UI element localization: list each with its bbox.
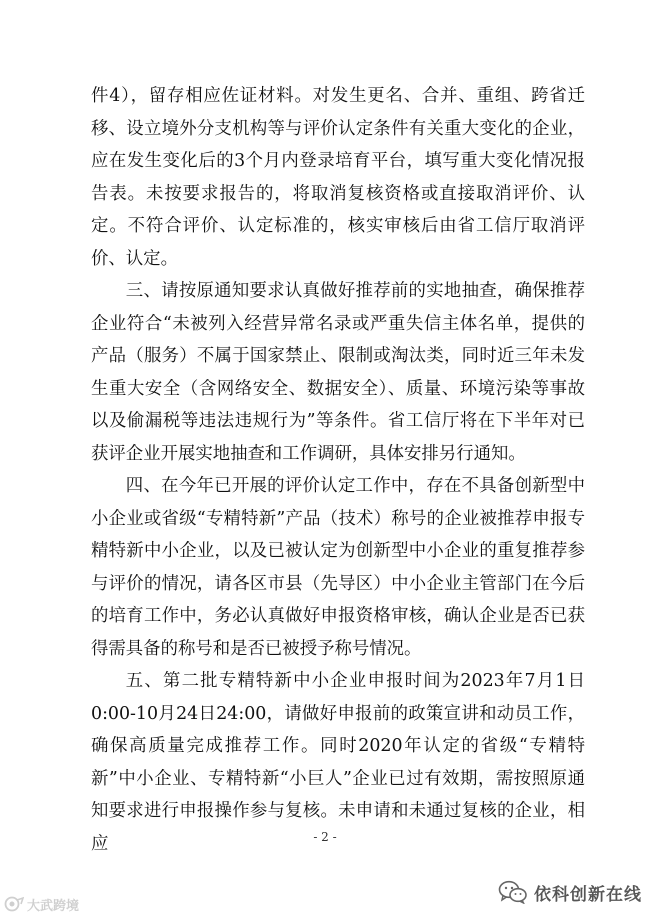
paragraph-4: 五、第二批专精特新中小企业申报时间为2023年7月1日0:00-10月24日24:00，请做好申报前的政策宣讲和动员工作，确保高质量完成推荐工作。同时2020年认定的省级“专精特新”中小企业、专精特新“小巨人”企业已过有效期，需按照原通知要求进行申报操作参与复核。未申请和未通过复核的企业，相应 bbox=[91, 671, 585, 854]
paragraph-1: 件4），留存相应佐证材料。对发生更名、合并、重组、跨省迁移、设立境外分支机构等与评价认定条件有关重大变化的企业，应在发生变化后的3个月内登录培育平台，填写重大变化情况报告表。未按要求报告的，将取消复核资格或直接取消评价、认定。不符合评价、认定标准的，核实审核后由省工信厅取消评价、认定。 bbox=[91, 86, 585, 269]
document-body bbox=[91, 80, 585, 860]
watermark-right bbox=[498, 878, 642, 906]
watermark-left-text: 大武跨境 bbox=[27, 898, 80, 914]
watermark-right-text: 依科创新在线 bbox=[534, 884, 642, 905]
logo-icon bbox=[4, 896, 24, 912]
watermark-left bbox=[4, 893, 79, 915]
paragraph-2: 三、请按原通知要求认真做好推荐前的实地抽查，确保推荐企业符合“未被列入经营异常名录或严重失信主体名单，提供的产品（服务）不属于国家禁止、限制或淘汰类，同时近三年未发生重大安全（含网络安全、数据安全）、质量、环境污染等事故以及偷漏税等违法违规行为”等条件。省工信厅将在下半年对已获评企业开展实地抽查和工作调研，具体安排另行通知。 bbox=[91, 281, 585, 464]
paragraph-3: 四、在今年已开展的评价认定工作中，存在不具备创新型中小企业或省级“专精特新”产品（技术）称号的企业被推荐申报专精特新中小企业，以及已被认定为创新型中小企业的重复推荐参与评价的情况，请各区市县（先导区）中小企业主管部门在今后的培育工作中，务必认真做好申报资格审核，确认企业是否已获得需具备的称号和是否已被授予称号情况。 bbox=[91, 476, 585, 659]
wechat-icon bbox=[498, 880, 528, 904]
page-number: - 2 - bbox=[313, 830, 337, 844]
